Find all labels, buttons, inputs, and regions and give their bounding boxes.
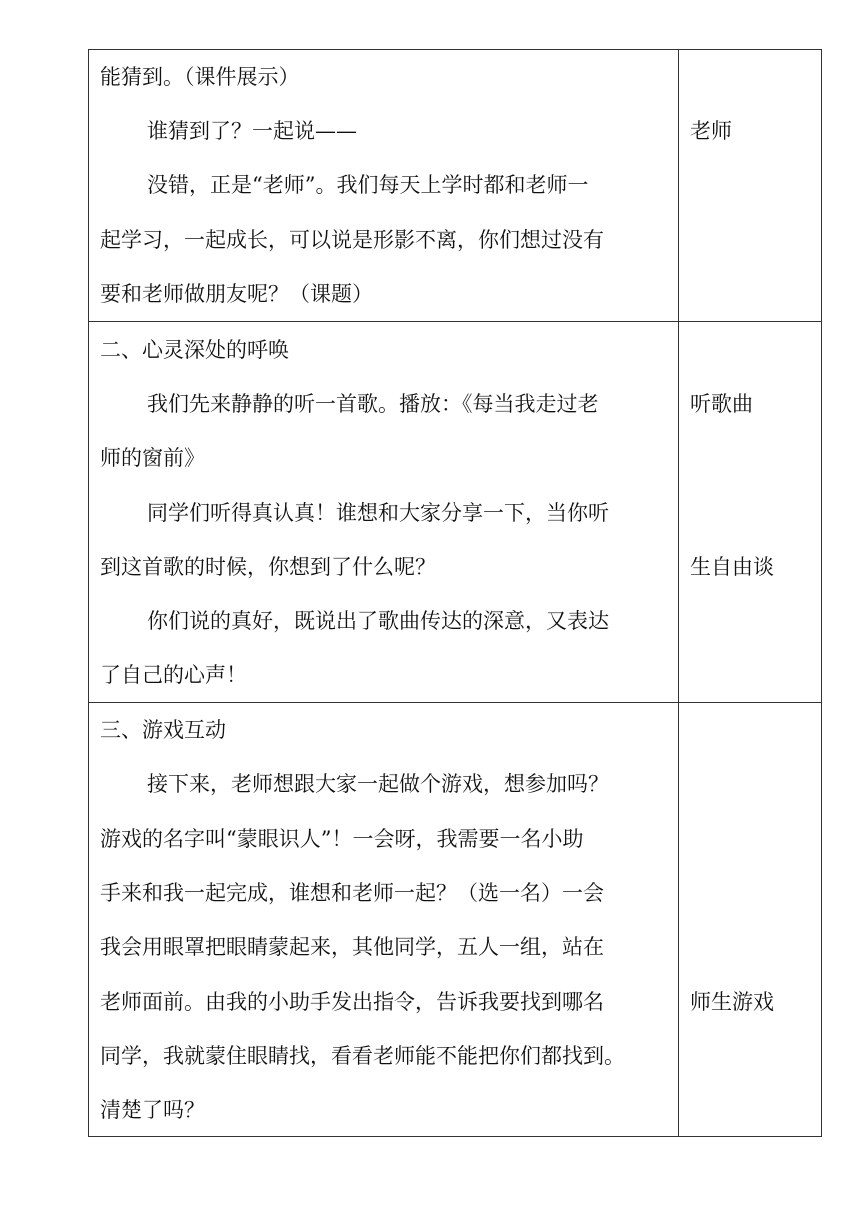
- text-line: 要和老师做朋友呢？（课题）: [100, 282, 373, 306]
- text-line: 手来和我一起完成，谁想和老师一起？（选一名）一会: [100, 881, 604, 905]
- text-line: 同学们听得真认真！谁想和大家分享一下，当你听: [147, 501, 609, 525]
- text-line: 接下来，老师想跟大家一起做个游戏，想参加吗？: [147, 772, 609, 796]
- text-line: 能猜到。（课件展示）: [100, 65, 300, 89]
- text-line: 老师面前。由我的小助手发出指令，告诉我要找到哪名: [100, 990, 604, 1014]
- text-line: 师的窗前》: [100, 446, 205, 470]
- text-line: 了自己的心声！: [100, 663, 247, 687]
- lesson-plan-table: [88, 49, 822, 1137]
- content-cell: [89, 703, 679, 1137]
- activity-label: 师生游戏: [690, 990, 774, 1014]
- table-row: [89, 50, 822, 322]
- content-cell: [89, 322, 679, 703]
- text-line: 没错，正是“老师”。我们每天上学时都和老师一: [147, 173, 589, 197]
- text-line: 到这首歌的时候，你想到了什么呢？: [100, 555, 436, 579]
- activity-label: 听歌曲: [690, 392, 753, 416]
- text-line: 游戏的名字叫“蒙眼识人”！一会呀，我需要一名小助: [100, 827, 584, 851]
- activity-label: 老师: [690, 119, 732, 143]
- text-line: 清楚了吗？: [100, 1098, 205, 1122]
- activity-cell: [679, 50, 822, 322]
- table-row: [89, 322, 822, 703]
- text-line: 我会用眼罩把眼睛蒙起来，其他同学，五人一组，站在: [100, 935, 604, 959]
- activity-cell: [679, 703, 822, 1137]
- text-line: 你们说的真好，既说出了歌曲传达的深意，又表达: [147, 609, 609, 633]
- content-cell: [89, 50, 679, 322]
- text-line: 同学，我就蒙住眼睛找，看看老师能不能把你们都找到。: [100, 1044, 625, 1068]
- table-row: [89, 703, 822, 1137]
- section-heading: 二、心灵深处的呼唤: [100, 338, 289, 362]
- text-line: 我们先来静静的听一首歌。播放：《每当我走过老: [147, 392, 599, 416]
- activity-cell: [679, 322, 822, 703]
- section-heading: 三、游戏互动: [100, 718, 226, 742]
- text-line: 起学习，一起成长，可以说是形影不离，你们想过没有: [100, 228, 604, 252]
- text-line: 谁猜到了？一起说——: [147, 119, 357, 143]
- activity-label: 生自由谈: [690, 555, 774, 579]
